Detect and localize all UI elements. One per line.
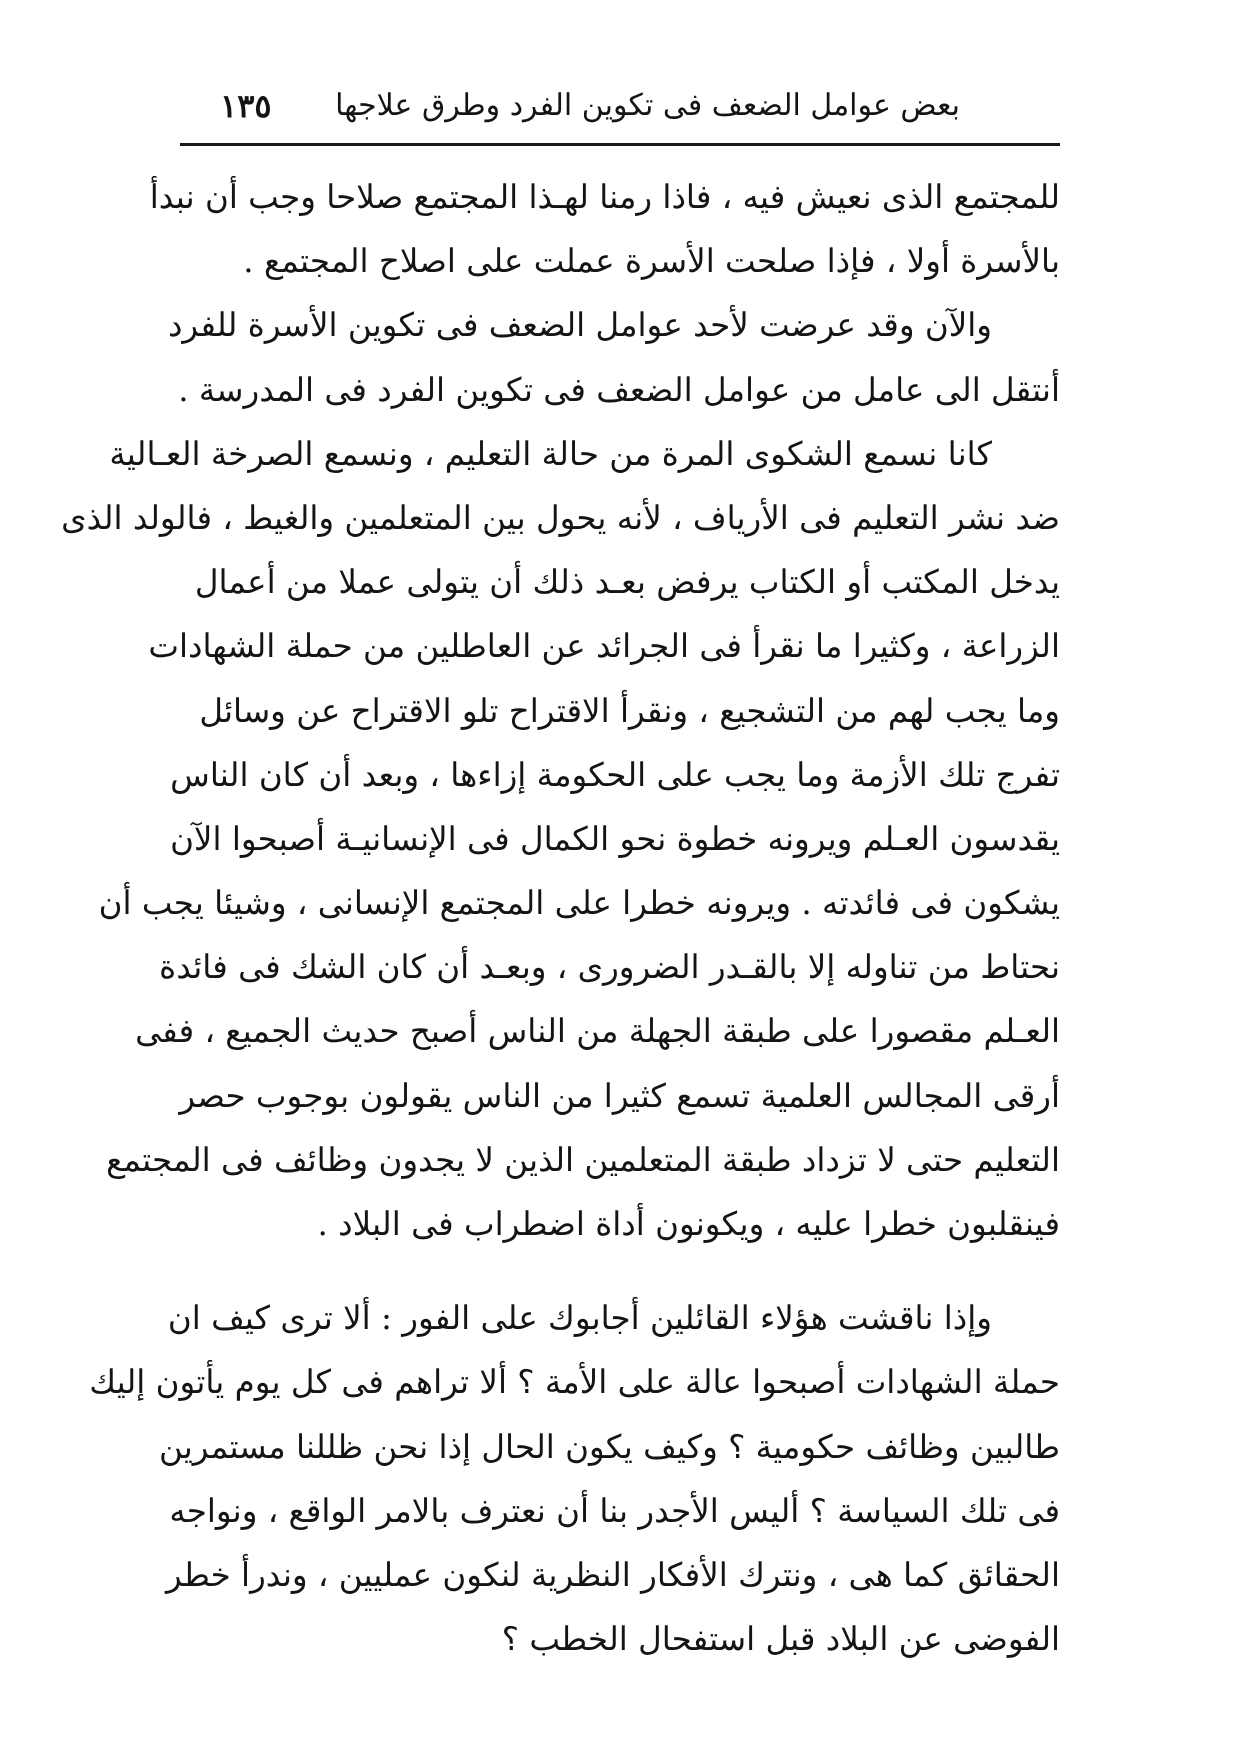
body-line: العـلم مقصورا على طبقة الجهلة من الناس أصبح حديث الجميع ، ففى [135,1012,1060,1051]
body-line: تفرج تلك الأزمة وما يجب على الحكومة إزاءها ، وبعد أن كان الناس [170,755,1060,794]
body-line: الزراعة ، وكثيرا ما نقرأ فى الجرائد عن العاطلين من حملة الشهادات [148,627,1060,666]
page-number: ١٣٥ [220,87,272,125]
body-line: للمجتمع الذى نعيش فيه ، فاذا رمنا لهـذا المجتمع صلاحا وجب أن نبدأ [149,178,1060,216]
body-line: يدخل المكتب أو الكتاب يرفض بعـد ذلك أن يتولى عملا من أعمال [194,563,1060,602]
body-line: وما يجب لهم من التشجيع ، ونقرأ الاقتراح تلو الاقتراح عن وسائل [199,691,1060,730]
body-line: فينقلبون خطرا عليه ، ويكونون أداة اضطراب فى البلاد . [317,1205,1060,1243]
body-line: أنتقل الى عامل من عوامل الضعف فى تكوين الفرد فى المدرسة . [178,370,1060,409]
running-title: بعض عوامل الضعف فى تكوين الفرد وطرق علاجها [335,88,960,123]
paragraph-gap [180,1256,1060,1286]
body-line: فى تلك السياسة ؟ أليس الأجدر بنا أن نعترف بالامر الواقع ، ونواجه [169,1491,1060,1530]
body-text [61,165,1060,1671]
body-line: يشكون فى فائدته . ويرونه خطرا على المجتمع الإنسانى ، وشيئا يجب أن [98,884,1060,923]
body-line: التعليم حتى لا تزداد طبقة المتعلمين الذين لا يجدون وظائف فى المجتمع [106,1140,1060,1179]
body-line: نحتاط من تناوله إلا بالقـدر الضرورى ، وبعـد أن كان الشك فى فائدة [159,948,1060,987]
body-line: ضد نشر التعليم فى الأرياف ، لأنه يحول بين المتعلمين والغيط ، فالولد الذى [61,498,1060,537]
page-header [180,82,1060,132]
body-line: كانا نسمع الشكوى المرة من حالة التعليم ، ونسمع الصرخة العـالية [109,434,992,473]
header-rule [180,143,1060,146]
body-line: والآن وقد عرضت لأحد عوامل الضعف فى تكوين الأسرة للفرد [167,306,992,345]
body-line: أرقى المجالس العلمية تسمع كثيرا من الناس يقولون بوجوب حصر [179,1076,1060,1115]
body-line: طالبين وظائف حكومية ؟ وكيف يكون الحال إذا نحن ظللنا مستمرين [158,1427,1060,1466]
body-line: الحقائق كما هى ، ونترك الأفكار النظرية لنكون عمليين ، وندرأ خطر [166,1555,1060,1594]
body-line: يقدسون العـلم ويرونه خطوة نحو الكمال فى الإنسانيـة أصبحوا الآن [170,819,1060,858]
body-line: حملة الشهادات أصبحوا عالة على الأمة ؟ ألا تراهم فى كل يوم يأتون إليك [89,1363,1060,1402]
body-line: بالأسرة أولا ، فإذا صلحت الأسرة عملت على اصلاح المجتمع . [243,242,1060,281]
body-line: وإذا ناقشت هؤلاء القائلين أجابوك على الفور : ألا ترى كيف ان [167,1299,992,1338]
body-line: الفوضى عن البلاد قبل استفحال الخطب ؟ [501,1620,1060,1659]
